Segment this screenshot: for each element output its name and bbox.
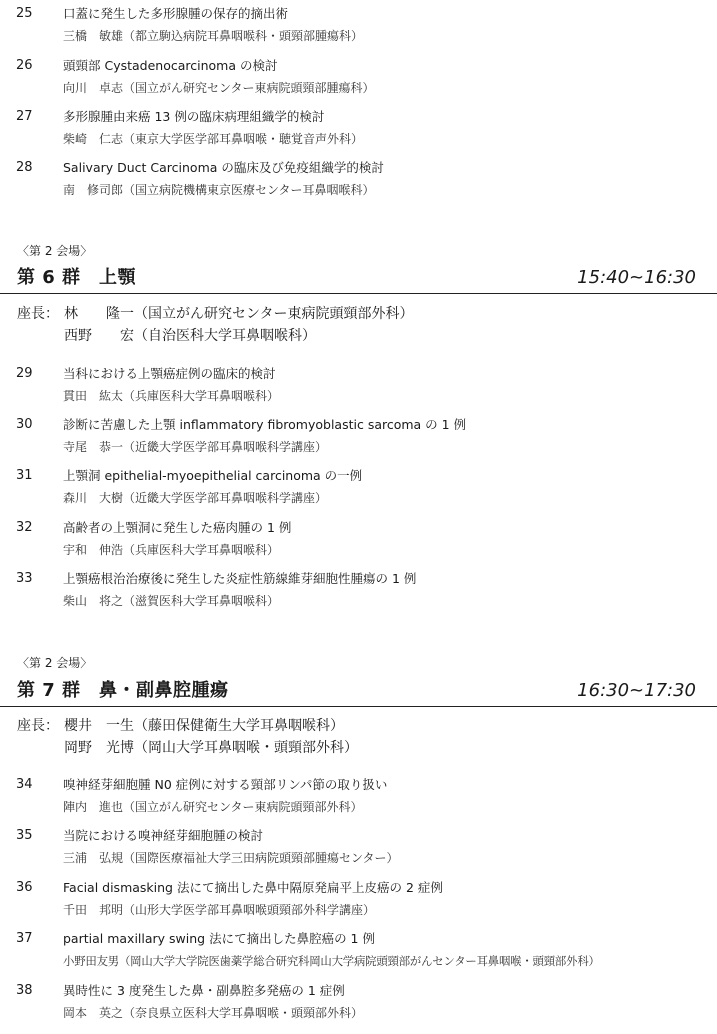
entry-number: 31 [16,468,33,483]
entry-author: 宇和 伸浩（兵庫医科大学耳鼻咽喉科） [63,543,280,557]
entry-author: 寺尾 恭一（近畿大学医学部耳鼻咽喉科学講座） [63,440,328,454]
entry-author: 岡本 英之（奈良県立医科大学耳鼻咽喉・頭頸部外科） [63,1006,364,1020]
entry-number: 37 [16,931,33,946]
entry-number: 30 [16,417,33,432]
entry-title: 頭頸部 Cystadenocarcinoma の検討 [63,58,278,73]
entry-number: 27 [16,109,33,124]
entry-number: 25 [16,6,33,21]
entry-title: 異時性に 3 度発生した鼻・副鼻腔多発癌の 1 症例 [63,983,345,998]
entry-title: 当院における嗅神経芽細胞腫の検討 [63,828,264,843]
chairperson: 林 隆一（国立がん研究センター東病院頭頸部外科） [64,306,414,322]
chair-label: 座長： [17,718,59,734]
entry-number: 32 [16,520,33,535]
entry-number: 28 [16,160,33,175]
session-venue: 〈第 2 会場〉 [17,656,93,670]
entry-title: 高齢者の上顎洞に発生した癌肉腫の 1 例 [63,520,292,535]
session-title: 第 7 群 鼻・副鼻腔腫瘍 [17,680,229,701]
chairperson: 西野 宏（自治医科大学耳鼻咽喉科） [64,328,316,344]
chair-label: 座長： [17,306,59,322]
session-time: 15:40~16:30 [577,267,696,288]
entry-author: 三橋 敏雄（都立駒込病院耳鼻咽喉科・頭頸部腫瘍科） [63,29,364,43]
entry-title: 多形腺腫由来癌 13 例の臨床病理組織学的検討 [63,109,325,124]
entry-author: 南 修司郎（国立病院機構東京医療センター耳鼻咽喉科） [63,183,375,197]
entry-author: 森川 大樹（近畿大学医学部耳鼻咽喉科学講座） [63,491,328,505]
entry-author: 柴崎 仁志（東京大学医学部耳鼻咽喉・聴覚音声外科） [63,132,364,146]
entry-number: 34 [16,777,33,792]
entry-title: 当科における上顎癌症例の臨床的検討 [63,366,276,381]
entry-number: 35 [16,828,33,843]
entry-number: 36 [16,880,33,895]
chairperson: 櫻井 一生（藤田保健衛生大学耳鼻咽喉科） [64,718,344,734]
entry-number: 26 [16,58,33,73]
chairperson: 岡野 光博（岡山大学耳鼻咽喉・頭頸部外科） [64,740,358,756]
entry-number: 29 [16,366,33,381]
entry-title: 診断に苦慮した上顎 inflammatory fibromyoblastic sarcoma の 1 例 [63,417,467,432]
entry-title: 上顎洞 epithelial-myoepithelial carcinoma の一例 [63,468,363,483]
entry-author: 千田 邦明（山形大学医学部耳鼻咽喉頭頸部外科学講座） [63,903,376,917]
session-header [0,678,717,707]
entry-author: 貫田 紘太（兵庫医科大学耳鼻咽喉科） [63,389,280,403]
entry-title: 嗅神経芽細胞腫 N0 症例に対する頸部リンパ節の取り扱い [63,777,388,792]
entry-title: Facial dismasking 法にて摘出した鼻中隔原発扁平上皮癌の 2 症例 [63,880,443,895]
entry-author: 向川 卓志（国立がん研究センター東病院頭頸部腫瘍科） [63,81,375,95]
entry-number: 38 [16,983,33,998]
entry-author: 柴山 将之（滋賀医科大学耳鼻咽喉科） [63,594,280,608]
entry-author: 小野田友男（岡山大学大学院医歯薬学総合研究科岡山大学病院頭頸部がんセンター耳鼻咽喉・頭頸部外科） [63,954,600,968]
entry-title: partial maxillary swing 法にて摘出した鼻腔癌の 1 例 [63,931,375,946]
session-header [0,265,717,294]
entry-number: 33 [16,571,33,586]
entry-author: 陣内 進也（国立がん研究センター東病院頭頸部外科） [63,800,363,814]
session-venue: 〈第 2 会場〉 [17,244,93,258]
session-time: 16:30~17:30 [577,680,696,701]
entry-title: Salivary Duct Carcinoma の臨床及び免疫組織学的検討 [63,160,384,175]
entry-title: 口蓋に発生した多形腺腫の保存的摘出術 [63,6,289,21]
entry-author: 三浦 弘規（国際医療福祉大学三田病院頭頸部腫瘍センター） [63,851,399,865]
session-title: 第 6 群 上顎 [17,267,137,288]
entry-title: 上顎癌根治治療後に発生した炎症性筋線維芽細胞性腫瘍の 1 例 [63,571,417,586]
